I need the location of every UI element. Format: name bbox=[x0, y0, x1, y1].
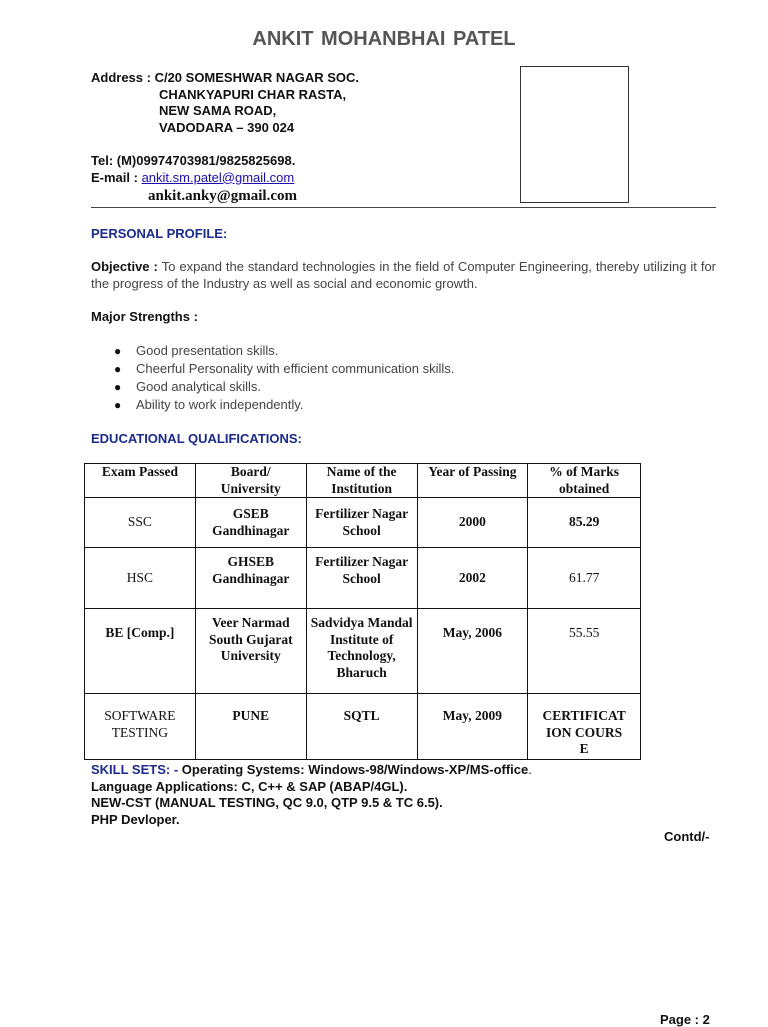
cell-marks: CERTIFICATION COURSE bbox=[528, 694, 641, 760]
cell-exam: SOFTWARE TESTING bbox=[85, 694, 196, 760]
strength-text: Ability to work independently. bbox=[136, 397, 304, 412]
bullet-icon: ● bbox=[114, 398, 122, 412]
table-row bbox=[85, 609, 641, 694]
skill-sets bbox=[91, 762, 532, 828]
table-header-row bbox=[85, 464, 641, 498]
header-marks: % of Marks obtained bbox=[528, 464, 641, 498]
cell-board: GHSEB Gandhinagar bbox=[195, 548, 306, 609]
skill-languages: Language Applications: C, C++ & SAP (ABAP/4GL). bbox=[91, 778, 408, 794]
address-line-4: VADODARA – 390 024 bbox=[159, 119, 295, 135]
skill-sets-separator: : - bbox=[165, 762, 182, 777]
header-board: Board/ University bbox=[195, 464, 306, 498]
email-label: E-mail : bbox=[91, 169, 142, 185]
education-heading: EDUCATIONAL QUALIFICATIONS: bbox=[91, 431, 302, 446]
table-row bbox=[85, 548, 641, 609]
header-year: Year of Passing bbox=[417, 464, 528, 498]
bullet-icon: ● bbox=[114, 344, 122, 358]
skill-os: Operating Systems: Windows-98/Windows-XP/MS-office bbox=[181, 762, 529, 777]
cell-year: May, 2009 bbox=[417, 694, 528, 760]
personal-profile-heading: PERSONAL PROFILE: bbox=[91, 226, 228, 241]
cell-exam: BE [Comp.] bbox=[85, 609, 196, 694]
strength-text: Good presentation skills. bbox=[136, 343, 279, 358]
strengths-list bbox=[108, 342, 454, 414]
page-number: Page : 2 bbox=[660, 1012, 710, 1027]
email-link[interactable]: ankit.sm.patel@gmail.com bbox=[141, 169, 295, 185]
cell-board: Veer Narmad South Gujarat University bbox=[195, 609, 306, 694]
table-row bbox=[85, 498, 641, 548]
list-item bbox=[108, 396, 454, 414]
list-item bbox=[108, 378, 454, 396]
address-line-1: C/20 SOMESHWAR NAGAR SOC. bbox=[154, 70, 359, 85]
cell-board: GSEB Gandhinagar bbox=[195, 498, 306, 548]
skill-sets-label: SKILL SETS bbox=[91, 762, 166, 777]
address-block bbox=[91, 70, 359, 136]
skill-php: PHP Devloper. bbox=[91, 811, 180, 827]
cell-year: 2002 bbox=[417, 548, 528, 609]
contact-block bbox=[91, 153, 295, 186]
strength-text: Cheerful Personality with efficient communication skills. bbox=[136, 361, 455, 376]
cell-year: May, 2006 bbox=[417, 609, 528, 694]
cell-year: 2000 bbox=[417, 498, 528, 548]
list-item bbox=[108, 360, 454, 378]
header-exam: Exam Passed bbox=[85, 464, 196, 498]
objective-text: To expand the standard technologies in the field of Computer Engineering, thereby utilizing it for the progress of the Industry as well as social and economic growth. bbox=[91, 259, 716, 291]
cell-exam: HSC bbox=[85, 548, 196, 609]
cell-institution: Fertilizer Nagar School bbox=[306, 548, 417, 609]
cell-board: PUNE bbox=[195, 694, 306, 760]
education-table bbox=[84, 463, 641, 760]
cell-marks: 61.77 bbox=[528, 548, 641, 609]
bullet-icon: ● bbox=[114, 362, 122, 376]
skill-testing: NEW-CST (MANUAL TESTING, QC 9.0, QTP 9.5 & TC 6.5). bbox=[91, 795, 443, 810]
skill-os-period: . bbox=[528, 762, 532, 777]
objective-paragraph bbox=[91, 258, 716, 292]
cell-institution: Fertilizer Nagar School bbox=[306, 498, 417, 548]
candidate-name: ANKIT MOHANBHAI PATEL bbox=[252, 28, 516, 50]
telephone: Tel: (M)09974703981/9825825698. bbox=[91, 153, 296, 168]
objective-label: Objective : bbox=[91, 259, 162, 274]
alternate-email: ankit.anky@gmail.com bbox=[148, 188, 297, 204]
address-line-2: CHANKYAPURI CHAR RASTA, bbox=[159, 86, 347, 102]
cell-marks: 55.55 bbox=[528, 609, 641, 694]
photo-placeholder bbox=[520, 66, 629, 203]
cell-institution: SQTL bbox=[306, 694, 417, 760]
strengths-heading: Major Strengths : bbox=[91, 309, 198, 324]
address-line-3: NEW SAMA ROAD, bbox=[159, 103, 277, 118]
list-item bbox=[108, 342, 454, 360]
continued-note: Contd/- bbox=[664, 829, 710, 844]
address-label: Address : bbox=[91, 70, 155, 85]
table-row bbox=[85, 694, 641, 760]
header-institution: Name of the Institution bbox=[306, 464, 417, 498]
strength-text: Good analytical skills. bbox=[136, 379, 261, 394]
bullet-icon: ● bbox=[114, 380, 122, 394]
cell-marks: 85.29 bbox=[528, 498, 641, 548]
header-divider bbox=[91, 207, 716, 208]
cell-exam: SSC bbox=[85, 498, 196, 548]
cell-institution: Sadvidya Mandal Institute of Technology, Bharuch bbox=[306, 609, 417, 694]
